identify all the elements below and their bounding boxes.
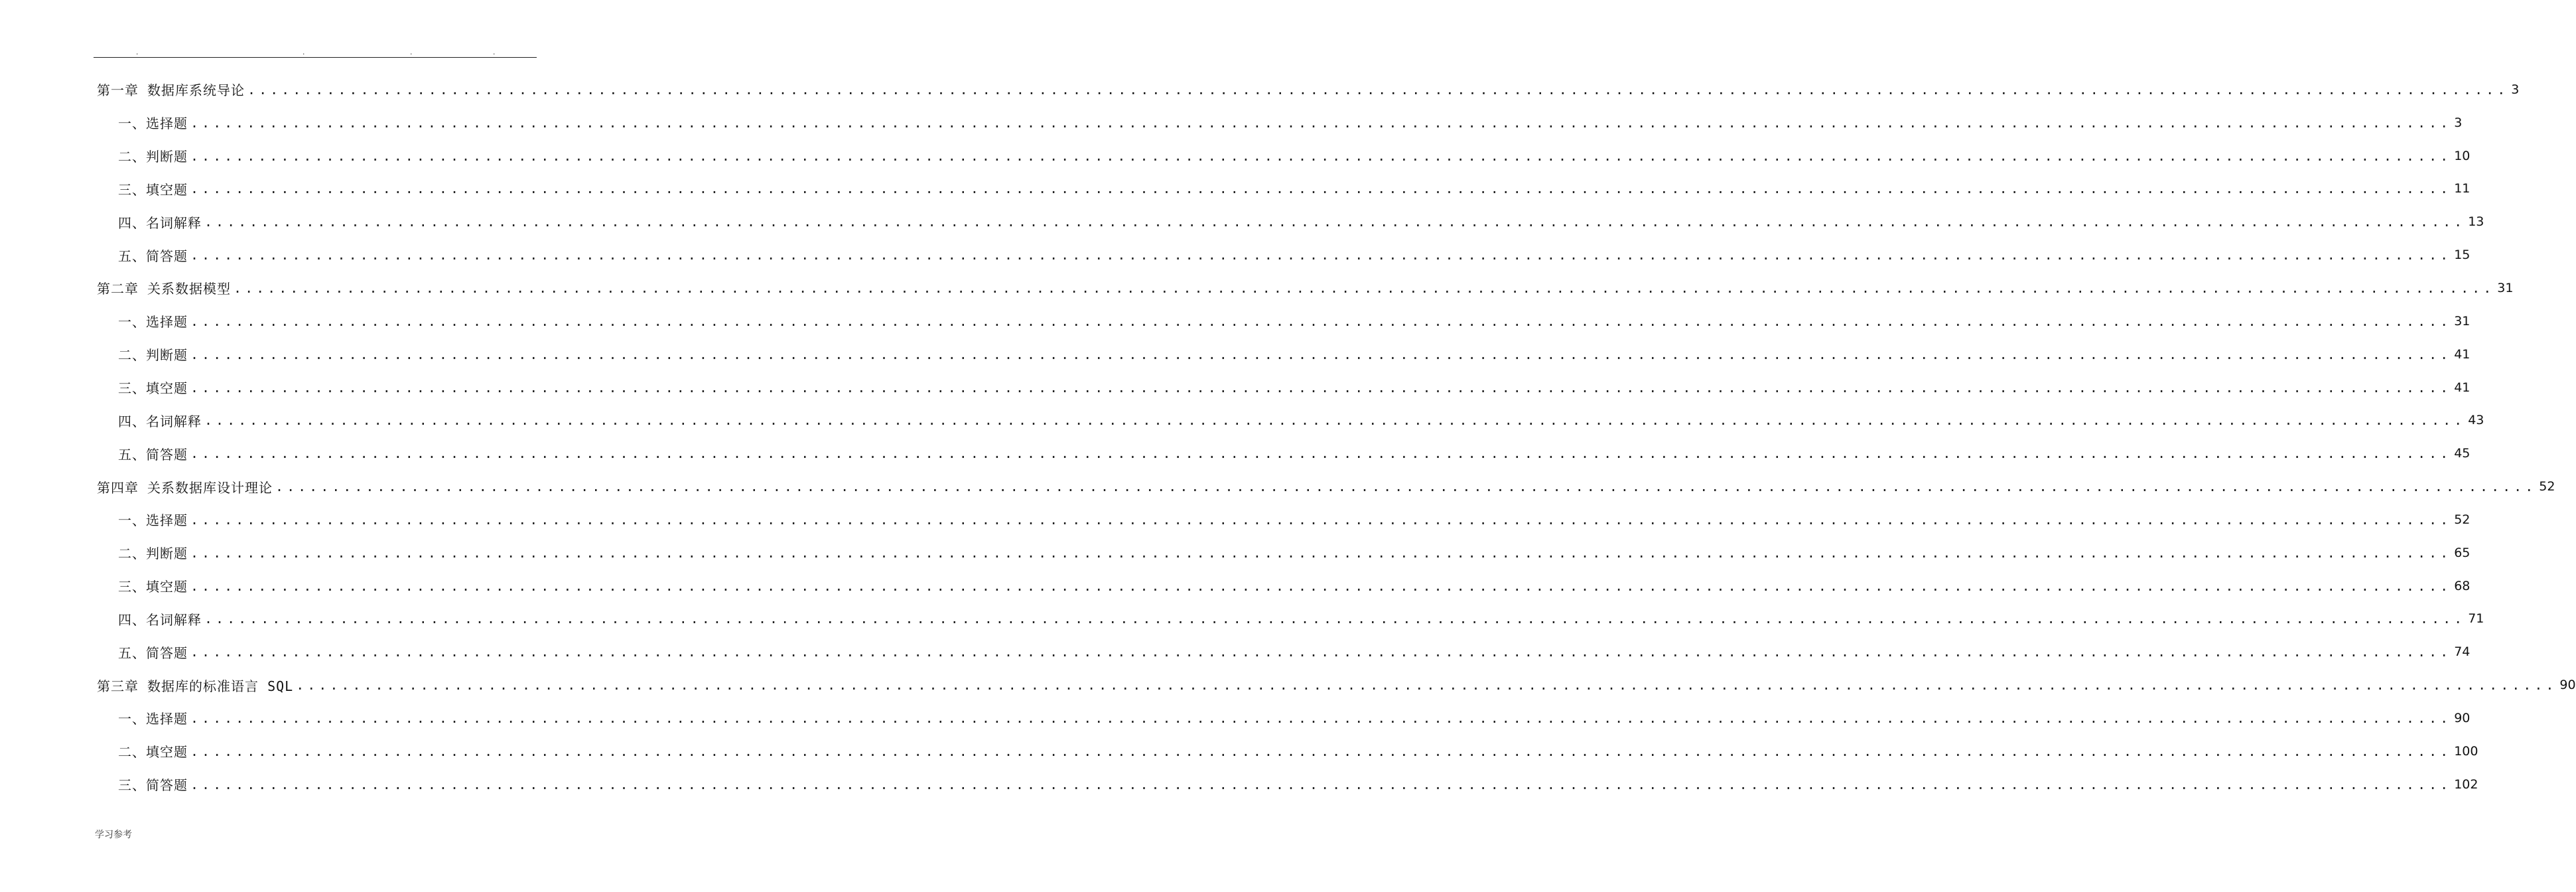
toc-dot-leader: ........................................................................................................................................................................................................ [204, 611, 2466, 627]
toc-section-entry[interactable] [0, 536, 2471, 569]
toc-entry-page-number: 3 [2454, 115, 2463, 130]
toc-section-entry[interactable] [0, 635, 2471, 668]
toc-section-entry[interactable] [0, 437, 2471, 470]
toc-entry-page-number: 10 [2454, 148, 2471, 163]
toc-section-entry[interactable] [0, 503, 2471, 536]
toc-entry-title: 第二章 关系数据模型 [97, 281, 232, 297]
toc-section-entry[interactable] [0, 305, 2471, 338]
toc-entry-title: 二、填空题 [118, 744, 188, 761]
toc-entry-title: 三、填空题 [118, 181, 188, 198]
toc-dot-leader: ........................................................................................................................................................................................................ [234, 279, 2495, 296]
toc-dot-leader: ........................................................................................................................................................................................................ [190, 313, 2452, 329]
toc-dot-leader: ........................................................................................................................................................................................................ [190, 644, 2452, 660]
toc-entry-title: 四、名词解释 [118, 611, 202, 628]
toc-entry-page-number: 11 [2454, 181, 2471, 196]
toc-entry-page-number: 31 [2497, 280, 2514, 295]
toc-dot-leader: ........................................................................................................................................................................................................ [190, 544, 2452, 561]
toc-dot-leader: ........................................................................................................................................................................................................ [190, 114, 2452, 131]
toc-section-entry[interactable] [0, 603, 2484, 636]
toc-entry-page-number: 74 [2454, 644, 2471, 660]
table-of-contents [0, 73, 2576, 801]
toc-entry-title: 一、选择题 [118, 314, 188, 331]
toc-entry-title: 五、简答题 [118, 248, 188, 264]
toc-chapter-entry[interactable] [0, 668, 2576, 702]
toc-dot-leader: ........................................................................................................................................................................................................ [204, 412, 2466, 429]
toc-entry-title: 三、填空题 [118, 579, 188, 595]
toc-entry-title: 五、简答题 [118, 644, 188, 661]
toc-entry-title: 四、名词解释 [118, 214, 202, 231]
toc-chapter-entry[interactable] [0, 271, 2514, 305]
toc-entry-title: 五、简答题 [118, 446, 188, 463]
toc-chapter-entry[interactable] [0, 73, 2520, 106]
toc-entry-title: 一、选择题 [118, 115, 188, 132]
toc-entry-title: 四、名词解释 [118, 413, 202, 429]
toc-dot-leader: ........................................................................................................................................................................................................ [190, 346, 2452, 362]
toc-section-entry[interactable] [0, 139, 2471, 173]
toc-entry-title: 二、判断题 [118, 546, 188, 562]
header-dot: . [409, 50, 413, 56]
toc-dot-leader: ........................................................................................................................................................................................................ [275, 479, 2537, 495]
toc-entry-page-number: 13 [2468, 214, 2484, 230]
toc-dot-leader: ........................................................................................................................................................................................................ [296, 677, 2557, 694]
footer-text: 学习参考 [95, 830, 132, 840]
toc-section-entry[interactable] [0, 702, 2471, 735]
toc-dot-leader: ........................................................................................................................................................................................................ [190, 181, 2452, 197]
toc-entry-page-number: 45 [2454, 446, 2471, 461]
toc-entry-page-number: 102 [2454, 777, 2478, 792]
toc-entry-page-number: 68 [2454, 578, 2471, 593]
toc-section-entry[interactable] [0, 173, 2471, 206]
toc-section-entry[interactable] [0, 205, 2484, 238]
toc-entry-page-number: 52 [2539, 479, 2555, 494]
toc-entry-page-number: 3 [2511, 82, 2520, 97]
toc-section-entry[interactable] [0, 338, 2471, 371]
toc-dot-leader: ........................................................................................................................................................................................................ [190, 379, 2452, 396]
toc-entry-page-number: 90 [2559, 678, 2576, 693]
toc-dot-leader: ........................................................................................................................................................................................................ [190, 709, 2452, 726]
toc-entry-page-number: 15 [2454, 248, 2471, 263]
toc-entry-page-number: 41 [2454, 380, 2471, 395]
toc-entry-title: 二、判断题 [118, 347, 188, 364]
toc-entry-page-number: 100 [2454, 743, 2478, 759]
toc-entry-title: 一、选择题 [118, 512, 188, 529]
toc-entry-page-number: 43 [2468, 413, 2484, 428]
toc-entry-page-number: 90 [2454, 710, 2471, 725]
header-rule [94, 57, 537, 58]
toc-entry-title: 第四章 关系数据库设计理论 [97, 479, 273, 496]
toc-section-entry[interactable] [0, 371, 2471, 404]
toc-entry-page-number: 52 [2454, 512, 2471, 527]
toc-dot-leader: ........................................................................................................................................................................................................ [190, 247, 2452, 263]
toc-entry-title: 第三章 数据库的标准语言 SQL [97, 678, 294, 694]
toc-dot-leader: ........................................................................................................................................................................................................ [247, 81, 2509, 98]
toc-section-entry[interactable] [0, 768, 2478, 801]
toc-dot-leader: ........................................................................................................................................................................................................ [190, 511, 2452, 528]
toc-entry-page-number: 41 [2454, 346, 2471, 362]
toc-dot-leader: ........................................................................................................................................................................................................ [190, 147, 2452, 164]
toc-entry-page-number: 71 [2468, 611, 2484, 627]
toc-entry-title: 三、简答题 [118, 777, 188, 794]
toc-section-entry[interactable] [0, 404, 2484, 437]
toc-section-entry[interactable] [0, 106, 2463, 139]
toc-dot-leader: ........................................................................................................................................................................................................ [190, 743, 2452, 759]
header-dot: . [302, 50, 306, 56]
toc-section-entry[interactable] [0, 735, 2478, 768]
toc-dot-leader: ........................................................................................................................................................................................................ [190, 776, 2452, 792]
toc-dot-leader: ........................................................................................................................................................................................................ [190, 577, 2452, 594]
toc-entry-title: 第一章 数据库系统导论 [97, 82, 245, 99]
header-dot: . [135, 50, 139, 56]
toc-dot-leader: ........................................................................................................................................................................................................ [204, 214, 2466, 230]
toc-section-entry[interactable] [0, 238, 2471, 271]
toc-chapter-entry[interactable] [0, 470, 2555, 503]
header-dot: . [492, 50, 496, 56]
toc-entry-title: 三、填空题 [118, 380, 188, 397]
toc-entry-title: 一、选择题 [118, 711, 188, 727]
toc-entry-page-number: 31 [2454, 313, 2471, 329]
toc-entry-title: 二、判断题 [118, 149, 188, 165]
toc-entry-page-number: 65 [2454, 545, 2471, 560]
toc-section-entry[interactable] [0, 569, 2471, 603]
toc-dot-leader: ........................................................................................................................................................................................................ [190, 445, 2452, 462]
